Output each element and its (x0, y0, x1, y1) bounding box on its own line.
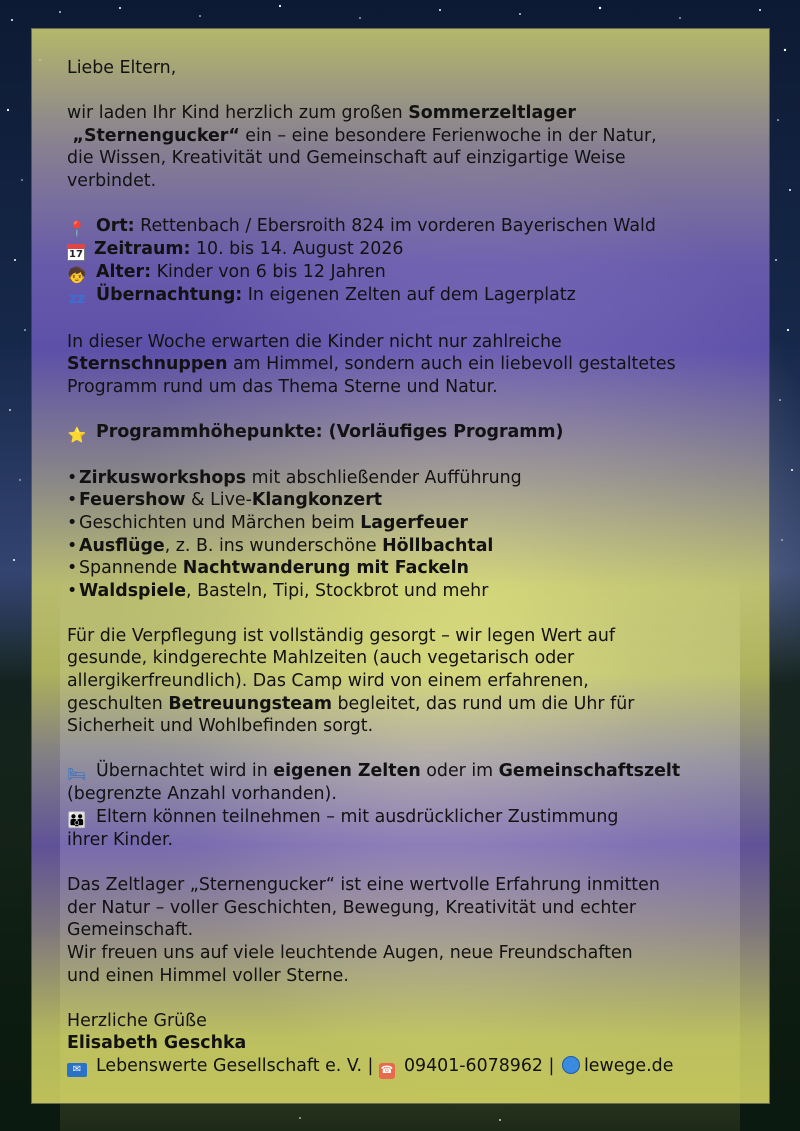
greeting: Liebe Eltern, (67, 58, 177, 78)
team-highlight: Betreuungsteam (168, 693, 332, 714)
list-item: •Ausflüge, z. B. ins wunderschöne Höllbachtal (67, 535, 494, 556)
week-paragraph: In dieser Woche erwarten die Kinder nicht nur zahlreiche Sternschnuppen am Himmel, sondern auch ein liebevoll gestaltetes Programm rund um das Thema Sterne und Natur. (67, 331, 676, 397)
phone-icon: ☎ (379, 1063, 395, 1079)
calendar-icon: 17 (67, 244, 85, 261)
phone-number[interactable]: 09401-6078962 (403, 1055, 544, 1076)
location-pin-icon: 📍 (67, 220, 87, 239)
bed-icon: 🛏 (67, 765, 87, 784)
program-heading: ⭐ Programmhöhepunkte: (Vorläufiges Programm) (67, 422, 564, 445)
list-item: •Geschichten und Märchen beim Lagerfeuer (67, 512, 468, 533)
list-item: •Zirkusworkshops mit abschließender Aufführung (67, 467, 522, 488)
organization-name: Lebenswerte Gesellschaft e. V. (96, 1055, 363, 1076)
star-icon: ⭐ (67, 426, 87, 445)
camp-name-highlight: Sommerzeltlager (408, 103, 577, 124)
letter-card (31, 28, 770, 1104)
signature-block (67, 1010, 739, 1079)
fact-location: 📍 Ort: Rettenbach / Ebersroith 824 im vorderen Bayerischen Wald (67, 216, 656, 239)
program-list (67, 467, 739, 603)
family-icon: 👪 (67, 811, 87, 830)
facts-list (67, 215, 739, 308)
fact-age: 🧒 Alter: Kinder von 6 bis 12 Jahren (67, 262, 386, 285)
list-item: •Feuershow & Live-Klangkonzert (67, 490, 383, 511)
sender-name: Elisabeth Geschka (67, 1033, 247, 1054)
contact-line: ✉ Lebenswerte Gesellschaft e. V. | ☎ 09401-6078962 | lewege.de (67, 1055, 739, 1079)
fact-dates: 17 Zeitraum: 10. bis 14. August 2026 (67, 238, 739, 261)
camp-title-highlight: „Sternengucker“ (72, 125, 240, 146)
shooting-stars-highlight: Sternschnuppen (67, 354, 228, 375)
child-icon: 🧒 (67, 266, 87, 285)
email-icon: ✉ (67, 1063, 87, 1077)
sleeping-paragraph: 🛏 Übernachtet wird in eigenen Zelten oder im Gemeinschaftszelt (begrenzte Anzahl vorhanden). 👪 Eltern können teilnehmen – mit ausdrücklicher Zustimmung ihrer Kinder. (67, 761, 681, 851)
globe-icon (562, 1056, 580, 1074)
fact-overnight: zz Übernachtung: In eigenen Zelten auf dem Lagerplatz (68, 285, 576, 308)
intro-paragraph: wir laden Ihr Kind herzlich zum großen Sommerzeltlager „Sternengucker“ ein – eine besondere Ferienwoche in der Natur, die Wissen, Kreativität und Gemeinschaft auf einzigartige Weise verbindet. (67, 103, 657, 191)
list-item: •Waldspiele, Basteln, Tipi, Stockbrot und mehr (67, 580, 489, 601)
closing-paragraph: Das Zeltlager „Sternengucker“ ist eine wertvolle Erfahrung inmitten der Natur – voller Geschichten, Bewegung, Kreativität und echter Gemeinschaft. Wir freuen uns auf viele leuchtende Augen, neue Freundschaften und einen Himmel voller Sterne. (67, 875, 660, 986)
sleep-icon: zz (68, 291, 86, 308)
regards: Herzliche Grüße (67, 1010, 207, 1031)
catering-paragraph: Für die Verpflegung ist vollständig gesorgt – wir legen Wert auf gesunde, kindgerechte Mahlzeiten (auch vegetarisch oder allergikerfreundlich). Das Camp wird von einem erfahrenen, geschulten Betreuungsteam begleitet, das rund um die Uhr für Sicherheit und Wohlbefinden sorgt. (67, 625, 635, 737)
website-link[interactable]: lewege.de (583, 1055, 674, 1076)
list-item: •Spannende Nachtwanderung mit Fackeln (67, 558, 469, 579)
